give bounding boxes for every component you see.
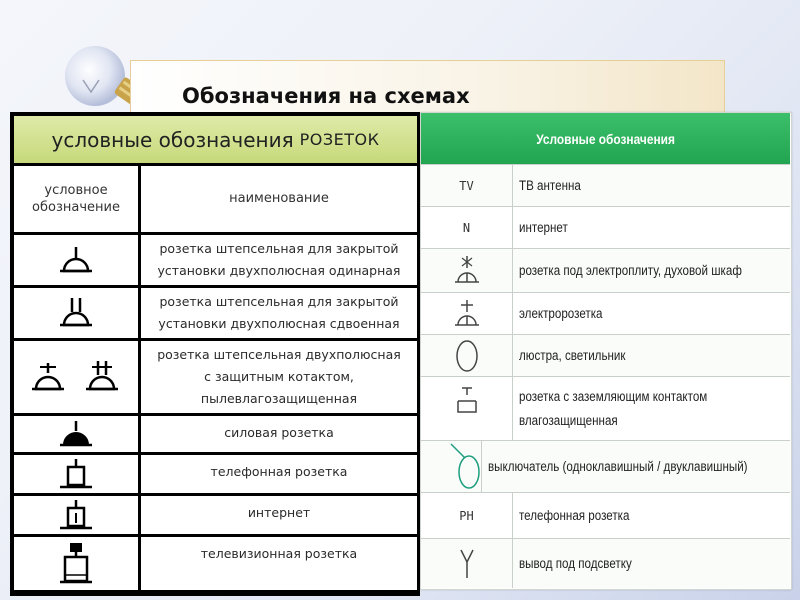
power-socket-icon bbox=[56, 419, 96, 449]
col-symbol-line-2: обозначение bbox=[32, 200, 120, 215]
row-text: интернет bbox=[519, 219, 568, 235]
row-text: пылевлагозащищенная bbox=[200, 391, 358, 406]
right-header-text: Условные обозначения bbox=[536, 130, 675, 147]
internet-socket-icon bbox=[56, 498, 96, 532]
row-text: розетка штепсельная для закрытой bbox=[159, 294, 399, 309]
left-table-header bbox=[14, 116, 417, 163]
left-subheader-row bbox=[14, 166, 417, 232]
row-text: установки двухполюсная сдвоенная bbox=[158, 316, 400, 331]
table-row bbox=[421, 164, 790, 206]
table-row bbox=[14, 288, 417, 338]
row-text: розетка под электроплиту, духовой шкаф bbox=[519, 262, 742, 278]
switch-icon bbox=[421, 442, 481, 492]
table-row bbox=[421, 292, 790, 334]
right-table-header bbox=[421, 113, 790, 164]
row-text: розетка штепсельная двухполюсная bbox=[157, 347, 401, 362]
light-output-icon bbox=[455, 546, 479, 582]
row-text: влагозащищенная bbox=[519, 412, 618, 428]
table-row bbox=[14, 455, 417, 493]
lamp-circle-icon bbox=[452, 338, 482, 374]
row-text: выключатель (одноклавишный / двуклавишный) bbox=[488, 458, 748, 474]
grounded-socket-icon bbox=[452, 385, 482, 415]
row-symbol: PH bbox=[459, 508, 474, 523]
table-row bbox=[14, 235, 417, 285]
table-row bbox=[14, 496, 417, 534]
socket-closed-double-icon bbox=[56, 295, 96, 331]
row-text: телефонная розетка bbox=[519, 507, 630, 523]
left-header-a: условные обозначения bbox=[51, 127, 294, 152]
row-text: ТВ антенна bbox=[519, 177, 581, 193]
phone-socket-icon bbox=[56, 457, 96, 491]
tv-socket-icon bbox=[56, 541, 96, 587]
row-text: телевизионная розетка bbox=[200, 546, 358, 561]
row-text: люстра, светильник bbox=[519, 347, 626, 363]
col-name: наименование bbox=[229, 191, 329, 206]
socket-closed-single-icon bbox=[56, 243, 96, 277]
table-row bbox=[421, 206, 790, 248]
row-text: силовая розетка bbox=[224, 425, 334, 440]
table-row bbox=[14, 416, 417, 452]
table-row bbox=[421, 538, 790, 588]
stove-socket-icon bbox=[452, 254, 482, 288]
table-row bbox=[14, 537, 417, 590]
row-symbol: N bbox=[462, 220, 471, 235]
row-text: электророзетка bbox=[519, 305, 603, 321]
row-text: розетка с заземляющим контактом bbox=[519, 388, 708, 404]
col-symbol-line-1: условное bbox=[44, 183, 108, 198]
electric-socket-icon bbox=[452, 297, 482, 331]
row-text: вывод под подсветку bbox=[519, 555, 632, 571]
table-row bbox=[14, 341, 417, 413]
table-row bbox=[421, 376, 790, 440]
row-text: установки двухполюсная одинарная bbox=[157, 263, 401, 278]
page-title: Обозначения на схемах bbox=[182, 84, 470, 108]
table-row bbox=[421, 334, 790, 376]
table-row bbox=[421, 440, 790, 492]
table-row bbox=[421, 248, 790, 292]
table-row bbox=[421, 492, 790, 538]
row-text: с защитным котактом, bbox=[204, 369, 354, 384]
left-header-b: РОЗЕТОК bbox=[299, 130, 380, 149]
row-text: интернет bbox=[247, 505, 311, 520]
row-symbol: TV bbox=[459, 178, 474, 193]
socket-protected-icon bbox=[26, 357, 126, 397]
row-text: розетка штепсельная для закрытой bbox=[159, 241, 399, 256]
row-text: телефонная розетка bbox=[210, 464, 348, 479]
